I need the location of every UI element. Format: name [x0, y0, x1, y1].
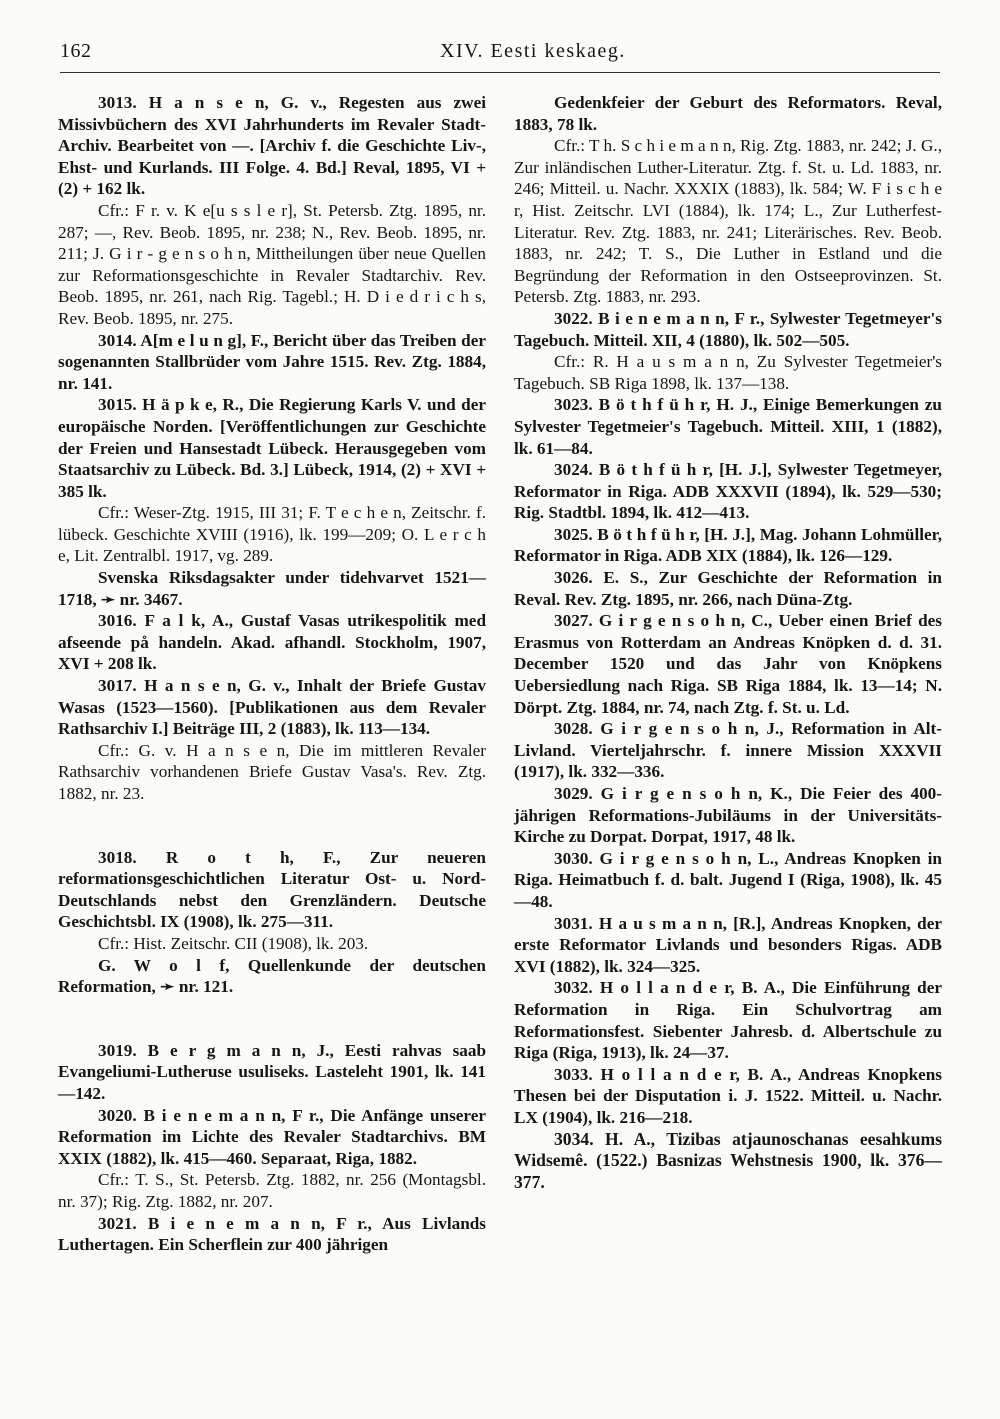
bibliography-entry: 3033. H o l l a n d e r, B. A., Andreas Knopkens Thesen bei der Disputation i. J. 1522. Mitteil. u. Nachr. LX (1904), lk. 216—218. [514, 1064, 942, 1127]
citation-note: Cfr.: Hist. Zeitschr. CII (1908), lk. 203. [98, 933, 369, 953]
bibliography-entry: G. W o l f, Quellenkunde der deutschen Reformation, ➛ nr. 121. [58, 955, 486, 997]
bibliography-entry: 3020. B i e n e m a n n, F r., Die Anfänge unserer Reformation im Lichte des Revaler Stadtarchivs. BM XXIX (1882), lk. 415—460. Separaat, Riga, 1882. [58, 1105, 486, 1168]
bibliography-entry: 3023. B ö t h f ü h r, H. J., Einige Bemerkungen zu Sylvester Tegetmeier's Tagebuch. Mitteil. XIII, 1 (1882), lk. 61—84. [514, 395, 942, 458]
bibliography-entry: 3014. A[m e l u n g], F., Bericht über das Treiben der sogenannten Stallbrüder vom Jahre 1515. Rev. Ztg. 1884, nr. 141. [58, 330, 486, 393]
bibliography-entry: 3026. E. S., Zur Geschichte der Reformation in Reval. Rev. Ztg. 1895, nr. 266, nach Düna-Ztg. [514, 568, 942, 609]
bibliography-entry: 3029. G i r g e n s o h n, K., Die Feier des 400-jährigen Reformations-Jubiläums in der Universitäts-Kirche zu Dorpat. Dorpat, 1917, 48 lk. [514, 784, 942, 847]
running-title: XIV. Eesti keskaeg. [440, 40, 626, 62]
citation-note: Cfr.: T. S., St. Petersb. Ztg. 1882, nr. 256 (Montagsbl. nr. 37); Rig. Ztg. 1882, nr. 207. [58, 1170, 486, 1211]
bibliography-entry: 3018. R o t h, F., Zur neueren reformationsgeschichtlichen Literatur Ost- u. Nord-Deutschlands nebst den Grenzländern. Deutsche Geschichtsbl. IX (1908), lk. 275—311. [58, 847, 486, 932]
bibliography-entry: 3028. G i r g e n s o h n, J., Reformation in Alt-Livland. Vierteljahrschr. f. innere Mission XXXVII (1917), lk. 332—336. [514, 719, 942, 782]
right-column [514, 92, 942, 1193]
bibliography-entry: 3017. H a n s e n, G. v., Inhalt der Briefe Gustav Wasas (1523—1560). [Publikationen aus dem Revaler Rathsarchiv I.] Beiträge III, 2 (1883), lk. 113—134. [58, 676, 486, 739]
bibliography-entry: 3032. H o l l a n d e r, B. A., Die Einführung der Reformation in Riga. Ein Schulvortrag am Reformationsfest. Siebenter Jahresb. d. Albertschule zu Riga (Riga, 1913), lk. 24—37. [514, 978, 942, 1063]
bibliography-entry: 3015. H ä p k e, R., Die Regierung Karls V. und der europäische Norden. [Veröffentlichungen zur Geschichte der Freien und Hansestadt Lübeck. Herausgegeben vom Staatsarchiv zu Lübeck. Bd. 3.] Lübeck, 1914, (2) + XVI + 385 lk. [58, 395, 486, 501]
bibliography-entry: 3013. H a n s e n, G. v., Regesten aus zwei Missivbüchern des XVI Jahrhunderts im Revaler Stadt-Archiv. Bearbeitet von —. [Archiv f. die Geschichte Liv-, Ehst- und Kurlands. III Folge. 4. Bd.] Reval, 1895, VI + (2) + 162 lk. [58, 93, 486, 199]
header-rule [60, 72, 940, 73]
page-number: 162 [60, 40, 92, 62]
bibliography-entry: 3021. B i e n e m a n n, F r., Aus Livlands Luthertagen. Ein Scherflein zur 400 jährigen [58, 1213, 486, 1255]
page-header [60, 36, 940, 70]
bibliography-entry: 3022. B i e n e m a n n, F r., Sylwester Tegetmeyer's Tagebuch. Mitteil. XII, 4 (1880), lk. 502—505. [514, 308, 942, 350]
bibliography-entry: Svenska Riksdagsakter under tidehvarvet 1521—1718, ➛ nr. 3467. [58, 568, 486, 609]
bibliography-entry: Gedenkfeier der Geburt des Reformators. Reval, 1883, 78 lk. [514, 93, 942, 134]
section-gap [58, 805, 486, 847]
bibliography-entry: 3034. H. A., Tizibas atjaunoschanas eesahkums Widsemê. (1522.) Basnizas Wehstnesis 1900, lk. 376—377. [514, 1128, 942, 1192]
bibliography-entry: 3025. B ö t h f ü h r, [H. J.], Mag. Johann Lohmüller, Reformator in Riga. ADB XIX (1884), lk. 126—129. [514, 524, 942, 566]
citation-note: Cfr.: F r. v. K e[u s s l e r], St. Petersb. Ztg. 1895, nr. 287; —, Rev. Beob. 1895, nr. 238; N., Rev. Beob. 1895, nr. 211; J. G i r - g e n s o h n, Mittheilungen über neue Quellen zur Reformationsgeschichte in Revaler Stadtarchiv. Rev. Beob. 1895, nr. 261, nach Rig. Tagebl.; H. D i e d r i c h s, Rev. Beob. 1895, nr. 275. [58, 200, 486, 328]
citation-note: Cfr.: R. H a u s m a n n, Zu Sylvester Tegetmeier's Tagebuch. SB Riga 1898, lk. 137—138. [514, 352, 942, 393]
bibliography-entry: 3019. B e r g m a n n, J., Eesti rahvas saab Evangeliumi-Lutheruse usuliseks. Lasteleht 1901, lk. 141—142. [58, 1040, 486, 1103]
citation-note: Cfr.: Weser-Ztg. 1915, III 31; F. T e c h e n, Zeitschr. f. lübeck. Geschichte XVIII (1916), lk. 199—209; O. L e r c h e, Lit. Zentralbl. 1917, vg. 289. [58, 503, 486, 566]
section-gap [58, 998, 486, 1040]
left-column [58, 92, 486, 1256]
bibliography-entry: 3031. H a u s m a n n, [R.], Andreas Knopken, der erste Reformator Livlands und besonders Rigas. ADB XVI (1882), lk. 324—325. [514, 913, 942, 976]
citation-note: Cfr.: G. v. H a n s e n, Die im mittleren Revaler Rathsarchiv vorhandenen Briefe Gustav Vasa's. Rev. Ztg. 1882, nr. 23. [58, 740, 486, 803]
bibliography-entry: 3024. B ö t h f ü h r, [H. J.], Sylwester Tegetmeyer, Reformator in Riga. ADB XXXVII (1894), lk. 529—530; Rig. Stadtbl. 1894, lk. 412—413. [514, 460, 942, 523]
bibliography-entry: 3016. F a l k, A., Gustaf Vasas utrikespolitik med afseende på handeln. Akad. afhandl. Stockholm, 1907, XVI + 208 lk. [58, 611, 486, 674]
bibliography-entry: 3027. G i r g e n s o h n, C., Ueber einen Brief des Erasmus von Rotterdam an Andreas Knöpken d. d. 31. December 1520 und das Jahr von Knöpkens Uebersiedlung nach Riga. SB Riga 1884, lk. 13—14; N. Dörpt. Ztg. 1884, nr. 74, nach Ztg. f. St. u. Ld. [514, 611, 942, 717]
bibliography-entry: 3030. G i r g e n s o h n, L., Andreas Knopken in Riga. Heimatbuch f. d. balt. Jugend I (Riga, 1908), lk. 45—48. [514, 848, 942, 911]
citation-note: Cfr.: T h. S c h i e m a n n, Rig. Ztg. 1883, nr. 242; J. G., Zur inländischen Luther-Literatur. Ztg. f. St. u. Ld. 1883, nr. 246; Mitteil. u. Nachr. XXXIX (1883), lk. 584; W. F i s c h e r, Hist. Zeitschr. LVI (1884), lk. 174; L., Zur Lutherfest-Literatur. Rev. Ztg. 1883, nr. 241; Literärisches. Rev. Beob. 1883, nr. 242; T. S., Die Luther in Estland und die Begründung der Reformation in den Ostseeprovinzen. St. Petersb. Ztg. 1883, nr. 293. [514, 136, 942, 307]
